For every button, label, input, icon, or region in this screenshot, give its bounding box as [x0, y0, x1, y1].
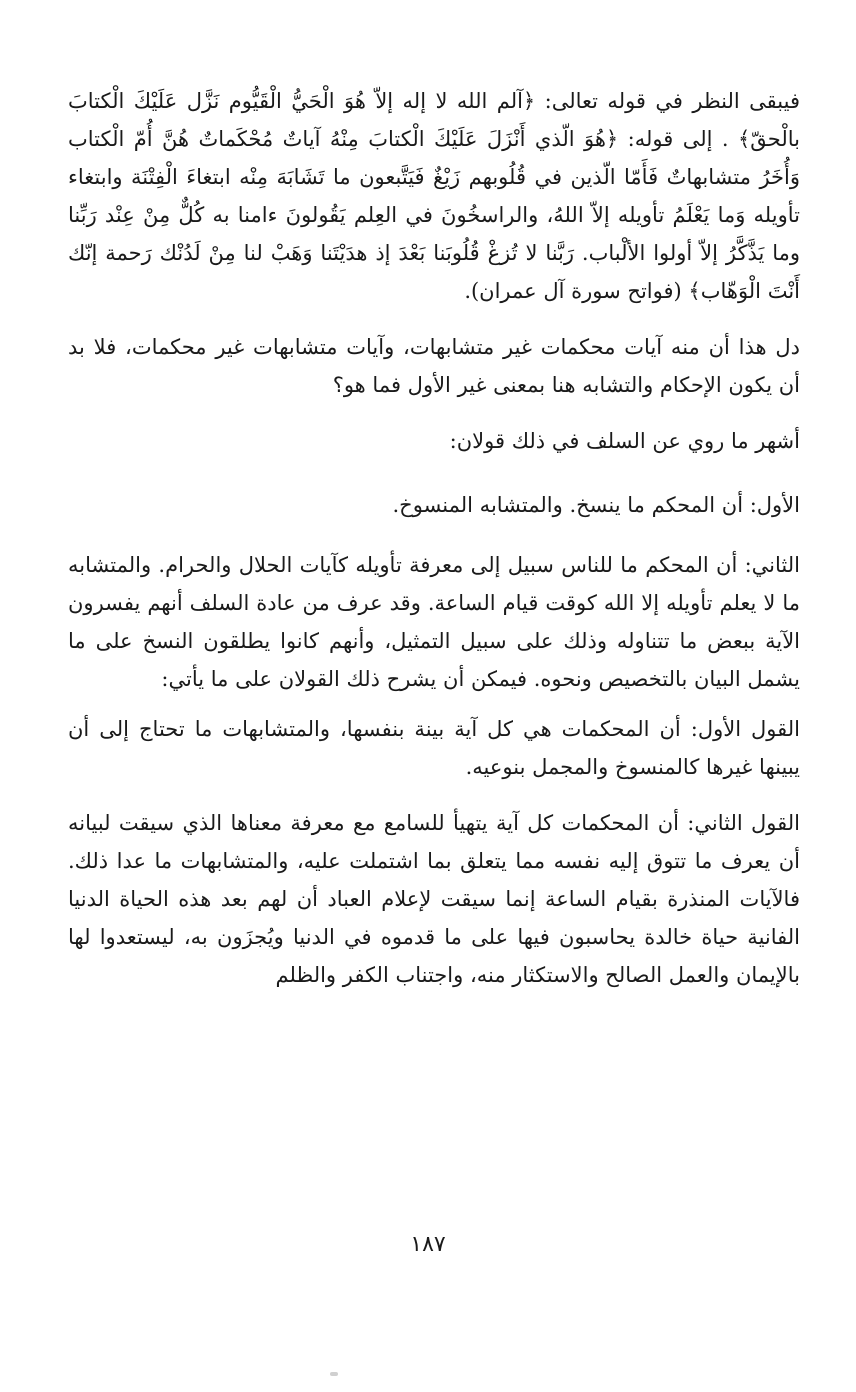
- paragraph-salaf-two-views: أشهر ما روي عن السلف في ذلك قولان:: [449, 429, 800, 453]
- paragraph-second-view: الثاني: أن المحكم ما للناس سبيل إلى معرفة تأويله كآيات الحلال والحرام. والمتشابه ما لا يعلم تأويله إلا الله كوقت قيام الساعة. وقد عرف من عادة السلف أنهم يفسرون الآية ببعض ما تتناوله وذلك على سبيل التمثيل، وأنهم كانوا يطلقون النسخ على ما يشمل البيان بالتخصيص ونحوه. فيمكن أن يشرح ذلك القولان على ما يأتي:: [68, 553, 800, 691]
- page-body: [68, 82, 800, 994]
- paragraph-muhkam-mutashabih: دل هذا أن منه آيات محكمات غير متشابهات، وآيات متشابهات غير محكمات، فلا بد أن يكون الإحكام والتشابه هنا بمعنى غير الأول فما هو؟: [68, 335, 800, 397]
- paragraph-first-saying: القول الأول: أن المحكمات هي كل آية بينة بنفسها، والمتشابهات ما تحتاج إلى أن يبينها غيرها كالمنسوخ والمجمل بنوعيه.: [68, 717, 800, 779]
- paragraph-quran-quote: فيبقى النظر في قوله تعالى: ﴿آلم الله لا إله إلاّ هُوَ الْحَيُّ الْقَيُّوم نَزَّل عَلَيْكَ الْكتابَ بالْحقّ﴾ . إلى قوله: ﴿هُوَ الّذي أَنْزَلَ عَلَيْكَ الْكتابَ مِنْهُ آياتٌ مُحْكَماتٌ هُنَّ أُمّ الْكتاب وَأُخَرُ متشابهاتٌ فَأَمّا الّذين في قُلُوبهم زَيْغٌ فَيَتَّبعون ما تَشَابَهَ مِنْه ابتغاءَ الْفِتْنَة وابتغاء تأويله وَما يَعْلَمُ تأويله إلاّ اللهُ، والراسخُونَ في العِلم يَقُولونَ ءامنا به كُلٌّ مِنْ عِنْد رَبِّنا وما يَذَّكَّرُ إلاّ أولوا الألْباب. رَبَّنا لا تُزغْ قُلُوبَنا بَعْدَ إذ هدَيْتَنا وَهَبْ لنا مِنْ لَدُنْك رَحمة إنّك أَنْتَ الْوَهّاب﴾ (فواتح سورة آل عمران).: [68, 89, 800, 303]
- scan-mark: [330, 1372, 338, 1376]
- paragraph-first-view: الأول: أن المحكم ما ينسخ. والمتشابه المنسوخ.: [392, 493, 800, 517]
- page-number: ١٨٧: [410, 1232, 446, 1257]
- paragraph-second-saying: القول الثاني: أن المحكمات كل آية يتهيأ للسامع مع معرفة معناها الذي سيقت لبيانه أن يعرف ما تتوق إليه نفسه مما يتعلق بما اشتملت عليه، والمتشابهات ما عدا ذلك. فالآيات المنذرة بقيام الساعة إنما سيقت لإعلام العباد أن لهم بعد هذه الحياة الدنيا الفانية حياة خالدة يحاسبون فيها على ما قدموه في الدنيا ويُجزَون به، ليستعدوا لها بالإيمان والعمل الصالح والاستكثار منه، واجتناب الكفر والظلم: [68, 811, 800, 987]
